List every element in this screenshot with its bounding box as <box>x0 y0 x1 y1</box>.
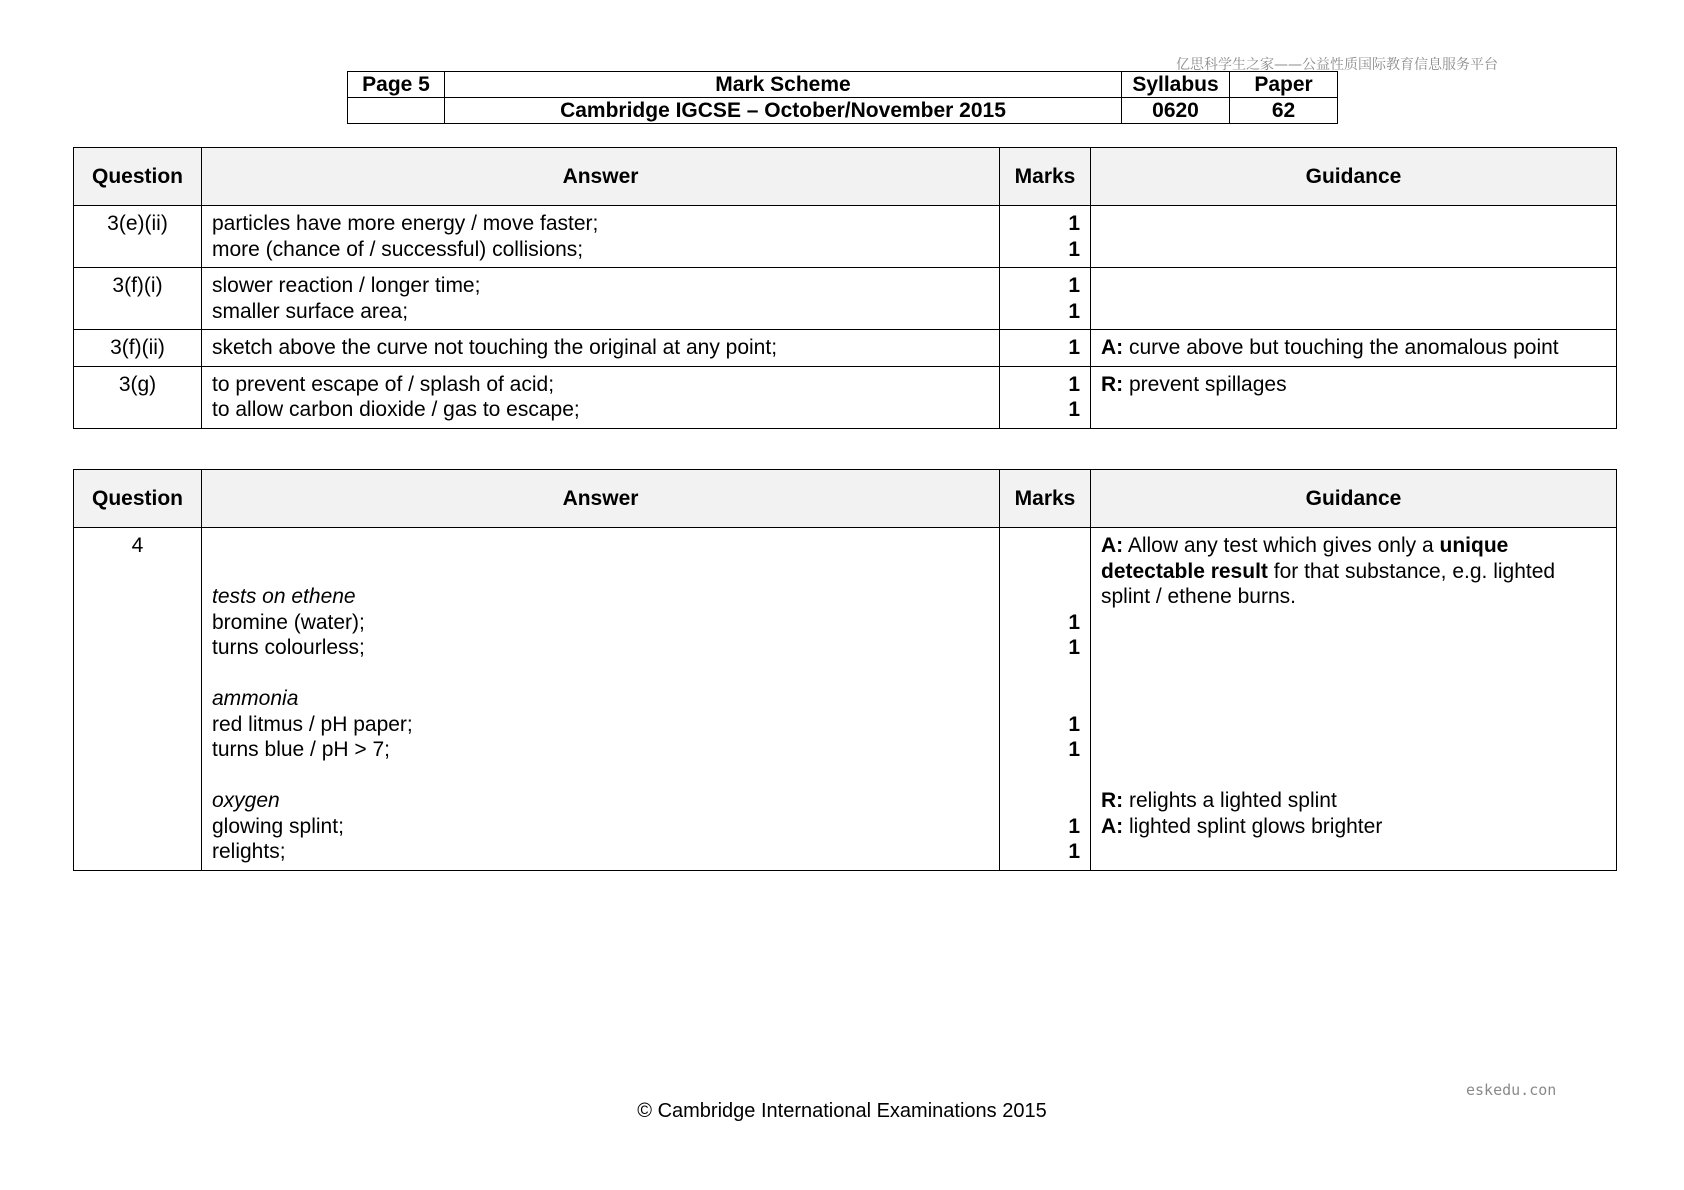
header-table <box>347 71 1338 124</box>
section-heading-ethene: tests on ethene <box>212 585 356 608</box>
marks-cell <box>1000 366 1091 428</box>
answer-line: glowing splint; <box>212 814 344 838</box>
mark-value: 1 <box>1068 336 1080 359</box>
mark-value: 1 <box>1068 738 1080 761</box>
marks-cell <box>1000 206 1091 268</box>
page-label: Page 5 <box>348 72 445 98</box>
col-marks: Marks <box>1000 148 1091 206</box>
answer-line: slower reaction / longer time; <box>212 274 481 297</box>
syllabus-value: 0620 <box>1122 98 1230 124</box>
guidance-cell <box>1091 268 1617 330</box>
table-row <box>74 528 1617 871</box>
paper-label: Paper <box>1230 72 1338 98</box>
col-answer: Answer <box>202 148 1000 206</box>
mark-value: 1 <box>1068 712 1080 736</box>
mark-value: 1 <box>1068 636 1080 659</box>
guidance-text: for that substance, e.g. lighted splint / ethene burns. <box>1101 559 1556 608</box>
answer-line: more (chance of / successful) collisions; <box>212 237 584 261</box>
col-guidance: Guidance <box>1091 148 1617 206</box>
table-header-row <box>74 148 1617 206</box>
answer-line: turns colourless; <box>212 636 365 659</box>
answer-cell <box>202 330 1000 367</box>
answer-line: smaller surface area; <box>212 299 409 323</box>
guidance-prefix: R: <box>1101 789 1124 812</box>
section-heading-oxygen: oxygen <box>212 789 280 812</box>
mark-value: 1 <box>1068 274 1080 297</box>
mark-value: 1 <box>1068 237 1080 261</box>
copyright-footer: © Cambridge International Examinations 2015 <box>637 1100 1047 1122</box>
guidance-cell <box>1091 528 1617 871</box>
guidance-emphasis: unique detectable result <box>1101 534 1509 583</box>
col-answer: Answer <box>202 470 1000 528</box>
guidance-prefix: A: <box>1101 336 1124 359</box>
guidance-prefix: A: <box>1101 814 1124 838</box>
answer-cell <box>202 366 1000 428</box>
mark-scheme-table-2 <box>73 469 1617 871</box>
document-subtitle: Cambridge IGCSE – October/November 2015 <box>445 98 1122 124</box>
answer-line: turns blue / pH > 7; <box>212 738 391 761</box>
mark-value: 1 <box>1068 299 1080 323</box>
answer-line: bromine (water); <box>212 610 365 634</box>
watermark-bottom: eskedu.con <box>1466 1081 1557 1099</box>
table-row <box>74 366 1617 428</box>
question-number: 3(f)(ii) <box>74 330 202 367</box>
col-question: Question <box>74 470 202 528</box>
answer-cell <box>202 206 1000 268</box>
mark-scheme-table-1 <box>73 147 1617 429</box>
table-header-row <box>74 470 1617 528</box>
mark-value: 1 <box>1068 372 1080 396</box>
guidance-text: lighted splint glows brighter <box>1123 814 1383 838</box>
guidance-cell <box>1091 206 1617 268</box>
col-guidance: Guidance <box>1091 470 1617 528</box>
watermark-top: 亿思科学生之家——公益性质国际教育信息服务平台 <box>1176 57 1498 73</box>
guidance-text: curve above but touching the anomalous point <box>1123 336 1559 359</box>
answer-line: red litmus / pH paper; <box>212 712 413 736</box>
paper-value: 62 <box>1230 98 1338 124</box>
guidance-text: Allow any test which gives only a <box>1123 534 1440 557</box>
guidance-prefix: A: <box>1101 534 1124 557</box>
marks-cell <box>1000 330 1091 367</box>
guidance-cell <box>1091 366 1617 428</box>
answer-line: to prevent escape of / splash of acid; <box>212 372 555 396</box>
guidance-text: prevent spillages <box>1123 372 1287 396</box>
col-marks: Marks <box>1000 470 1091 528</box>
answer-cell <box>202 528 1000 871</box>
question-number: 3(f)(i) <box>74 268 202 330</box>
answer-line: sketch above the curve not touching the original at any point; <box>212 336 778 359</box>
mark-value: 1 <box>1068 212 1080 235</box>
answer-line: particles have more energy / move faster; <box>212 212 599 235</box>
mark-value: 1 <box>1068 840 1080 863</box>
guidance-text: relights a lighted splint <box>1123 789 1337 812</box>
mark-value: 1 <box>1068 610 1080 634</box>
marks-cell <box>1000 528 1091 871</box>
mark-value: 1 <box>1068 398 1080 421</box>
document-title: Mark Scheme <box>445 72 1122 98</box>
section-heading-ammonia: ammonia <box>212 687 299 710</box>
table-row <box>74 330 1617 367</box>
syllabus-label: Syllabus <box>1122 72 1230 98</box>
marks-cell <box>1000 268 1091 330</box>
answer-line: relights; <box>212 840 286 863</box>
question-number: 3(e)(ii) <box>74 206 202 268</box>
table-row <box>74 268 1617 330</box>
guidance-cell <box>1091 330 1617 367</box>
question-number: 4 <box>74 528 202 871</box>
question-number: 3(g) <box>74 366 202 428</box>
mark-value: 1 <box>1068 814 1080 838</box>
guidance-prefix: R: <box>1101 372 1124 396</box>
table-row <box>74 206 1617 268</box>
answer-cell <box>202 268 1000 330</box>
answer-line: to allow carbon dioxide / gas to escape; <box>212 398 580 421</box>
header-empty-cell <box>348 98 445 124</box>
col-question: Question <box>74 148 202 206</box>
